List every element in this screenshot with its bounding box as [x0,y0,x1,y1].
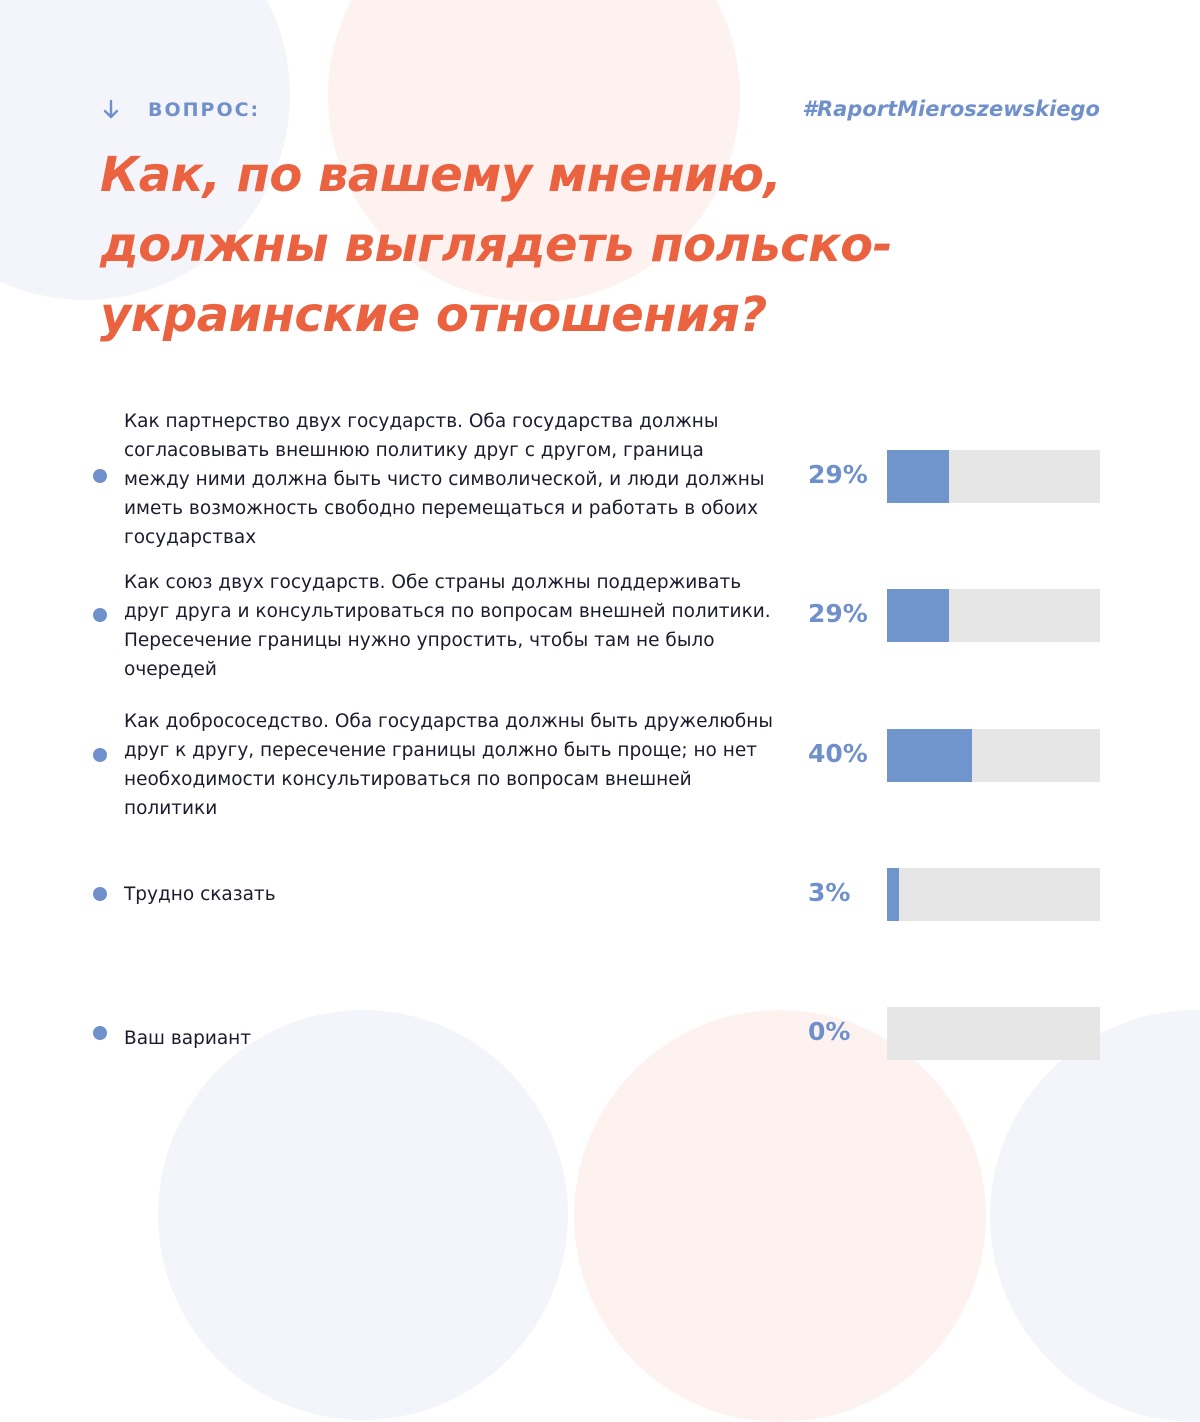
decor-circle-bottom-center [574,1010,986,1422]
bullet-dot [93,469,107,483]
bar-fill [887,868,899,921]
bullet-dot [93,608,107,622]
option-label: Как добрососедство. Оба государства должны быть дружелюбны друг к другу, пересечение границы должно быть проще; но нет необходимости консультироваться по вопросам внешней политики [124,711,773,819]
percent-label: 0% [808,1017,851,1046]
bar-track [887,589,1100,642]
question-label-row [100,98,260,122]
hashtag: #RaportMieroszewskiego [802,97,1100,121]
percent-label: 29% [808,460,868,489]
chart-title: Как, по вашему мнению, должны выглядеть польско-украинские отношения? [100,147,893,343]
percent-label: 29% [808,599,868,628]
question-label: ВОПРОС: [148,99,261,121]
option-label: Как партнерство двух государств. Оба государства должны согласовывать внешнюю политику друг с другом, граница между ними должна быть чисто символической, и люди должны иметь возможность свободно перемещаться и работать в обоих государствах [124,411,765,548]
bullet-dot [93,887,107,901]
bar-track [887,868,1100,921]
bullet-dot [93,1026,107,1040]
bar-track [887,450,1100,503]
bar-fill [887,589,949,642]
percent-label: 40% [808,739,868,768]
bar-track [887,1007,1100,1060]
bar-track [887,729,1100,782]
option-label: Как союз двух государств. Обе страны должны поддерживать друг друга и консультироваться по вопросам внешней политики. Пересечение границы нужно упростить, чтобы там не было очередей [124,572,771,680]
bar-fill [887,450,949,503]
bar-fill [887,729,972,782]
option-label: Ваш вариант [124,1028,252,1049]
percent-label: 3% [808,878,851,907]
option-label: Трудно сказать [124,884,276,905]
decor-circle-bottom-left [158,1010,568,1420]
decor-circle-bottom-right [990,1010,1200,1422]
bullet-dot [93,748,107,762]
arrow-down-icon [100,98,122,122]
